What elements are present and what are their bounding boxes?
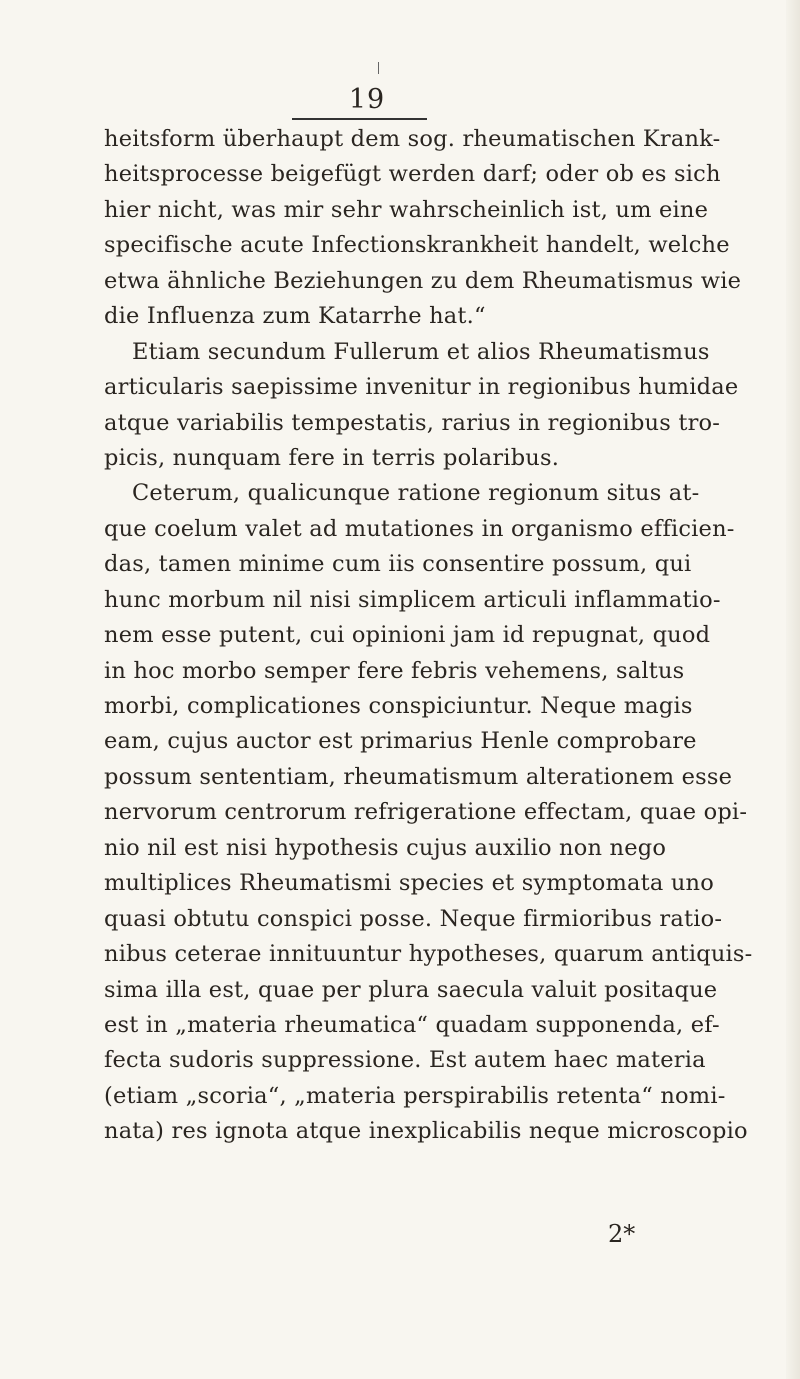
text-line: das, tamen minime cum iis consentire possum, qui	[104, 551, 692, 578]
text-line: nata) res ignota atque inexplicabilis neque microscopio	[104, 1118, 748, 1145]
header-rule	[292, 118, 427, 120]
text-line: hunc morbum nil nisi simplicem articuli inflammatio-	[104, 586, 721, 613]
page-number: 19	[348, 84, 386, 115]
text-line: multiplices Rheumatismi species et symptomata uno	[104, 870, 714, 897]
text-line: atque variabilis tempestatis, rarius in regionibus tro-	[104, 409, 721, 436]
signature-mark: 2*	[608, 1220, 636, 1248]
page-edge	[786, 0, 800, 1379]
text-line: picis, nunquam fere in terris polaribus.	[104, 444, 560, 471]
text-line: (etiam „scoria“, „materia perspirabilis retenta“ nomi-	[104, 1082, 726, 1109]
text-line: articularis saepissime invenitur in regionibus humidae	[104, 374, 739, 401]
text-line: nibus ceterae innituuntur hypotheses, quarum antiquis-	[104, 941, 753, 968]
text-line: nem esse putent, cui opinioni jam id repugnat, quod	[104, 622, 711, 649]
text-line: hier nicht, was mir sehr wahrscheinlich ist, um eine	[104, 196, 709, 223]
text-line: die Influenza zum Katarrhe hat.“	[104, 303, 486, 330]
text-line: sima illa est, quae per plura saecula valuit positaque	[104, 976, 718, 1003]
text-line: Ceterum, qualicunque ratione regionum situs at-	[132, 480, 700, 507]
text-line: in hoc morbo semper fere febris vehemens, saltus	[104, 657, 685, 684]
text-line: heitsform überhaupt dem sog. rheumatischen Krank-	[104, 126, 721, 152]
text-line: possum sententiam, rheumatismum alterationem esse	[104, 763, 733, 790]
body-text	[104, 122, 753, 1150]
text-line: nio nil est nisi hypothesis cujus auxilio non nego	[104, 834, 667, 861]
text-line: est in „materia rheumatica“ quadam supponenda, ef-	[104, 1011, 720, 1038]
text-line: morbi, complicationes conspiciuntur. Neque magis	[104, 693, 693, 719]
text-line: etwa ähnliche Beziehungen zu dem Rheumatismus wie	[104, 267, 742, 294]
text-line: nervorum centrorum refrigeratione effectam, quae opi-	[104, 799, 748, 826]
text-line: heitsprocesse beigefügt werden darf; oder ob es sich	[104, 161, 721, 188]
text-line: quasi obtutu conspici posse. Neque firmioribus ratio-	[104, 905, 723, 932]
text-line: que coelum valet ad mutationes in organismo efficien-	[104, 515, 735, 542]
text-line: Etiam secundum Fullerum et alios Rheumatismus	[132, 338, 710, 365]
text-line: specifische acute Infectionskrankheit handelt, welche	[104, 232, 730, 259]
text-line: eam, cujus auctor est primarius Henle comprobare	[104, 728, 697, 755]
text-line: fecta sudoris suppressione. Est autem haec materia	[104, 1047, 706, 1074]
print-mark	[378, 62, 379, 74]
